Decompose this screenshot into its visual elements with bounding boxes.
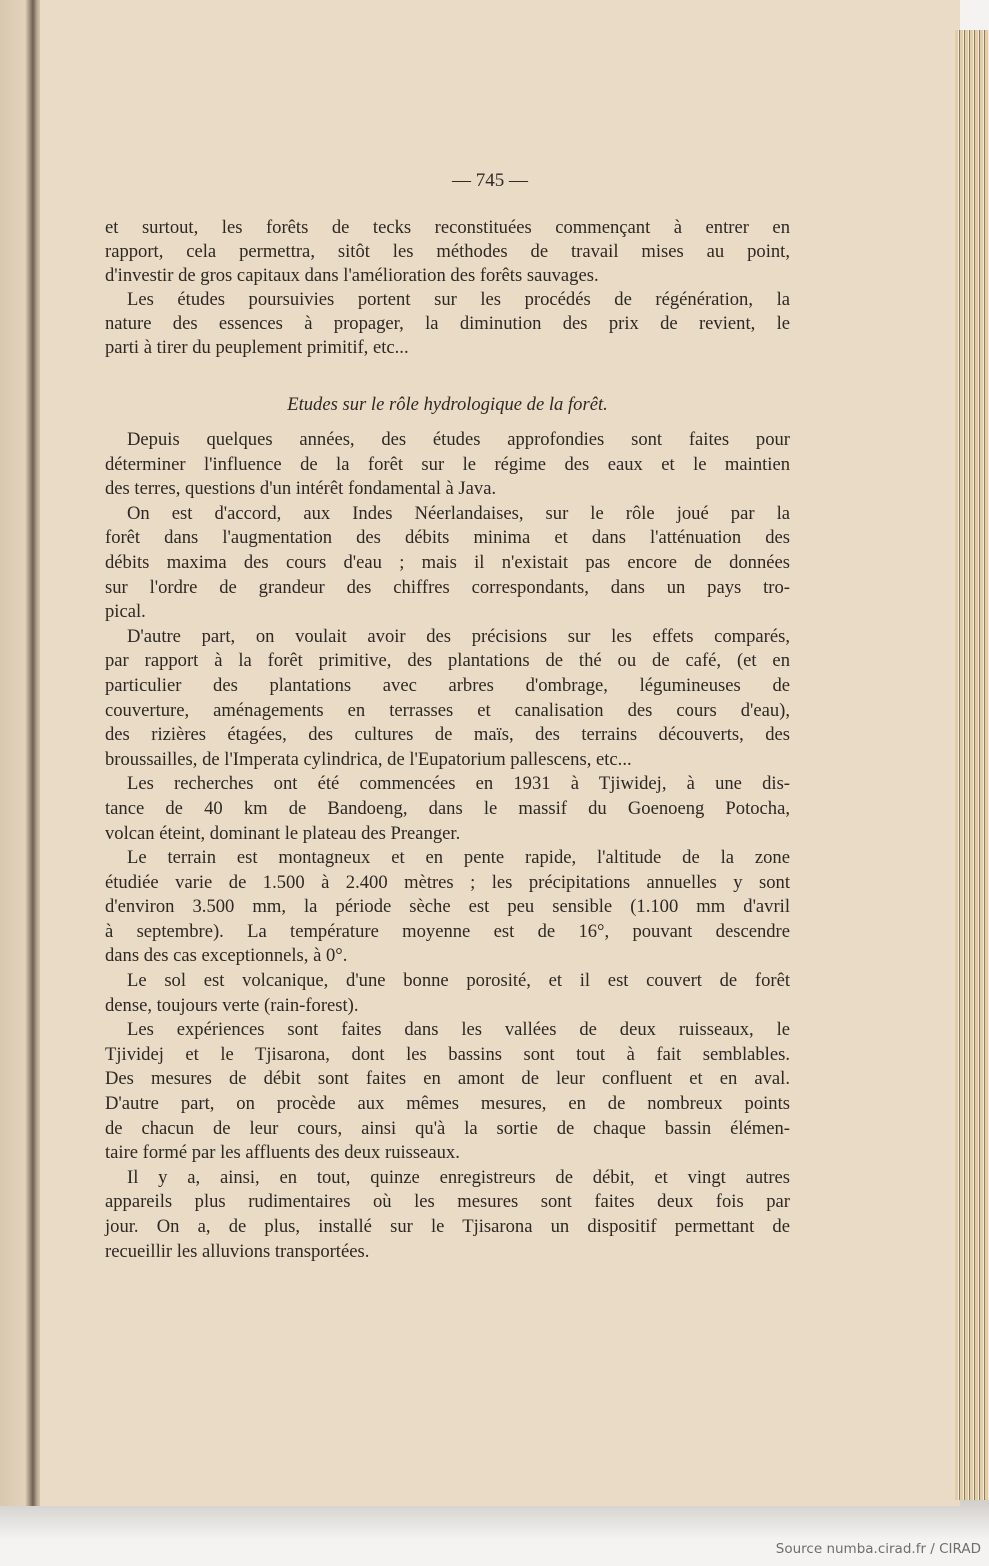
paragraph-line: D'autre part, on procède aux mêmes mesures, en de nombreux points — [105, 1093, 790, 1115]
paragraph-line: Le terrain est montagneux et en pente rapide, l'altitude de la zone — [127, 847, 790, 869]
page-number: — 745 — — [452, 170, 528, 191]
paragraph-line: couverture, aménagements en terrasses et canalisation des cours d'eau), — [105, 699, 790, 721]
paragraph-line: à septembre). La température moyenne est de 16°, pouvant descendre — [105, 920, 790, 942]
paragraph-line: étudiée varie de 1.500 à 2.400 mètres ; les précipitations annuelles y sont — [105, 871, 790, 893]
paragraph-line: de chacun de leur cours, ainsi qu'à la sortie de chaque bassin élémen- — [105, 1117, 790, 1139]
book-binding — [0, 0, 40, 1506]
paragraph-line: des rizières étagées, des cultures de maïs, des terrains découverts, des — [105, 724, 790, 746]
paragraph-line: Les recherches ont été commencées en 1931 à Tjiwidej, à une dis- — [127, 773, 790, 795]
paragraph-line: Les expériences sont faites dans les vallées de deux ruisseaux, le — [127, 1019, 790, 1041]
paragraph-line: jour. On a, de plus, installé sur le Tjisarona un dispositif permettant de — [105, 1216, 790, 1237]
paragraph-line: volcan éteint, dominant le plateau des Preanger. — [105, 822, 461, 844]
paragraph-line: sur l'ordre de grandeur des chiffres correspondants, dans un pays tro- — [105, 576, 790, 598]
paragraph-line: particulier des plantations avec arbres d'ombrage, légumineuses de — [105, 674, 790, 696]
paragraph-line: taire formé par les affluents des deux ruisseaux. — [105, 1142, 460, 1164]
paragraph-line: tance de 40 km de Bandoeng, dans le massif du Goenoeng Potocha, — [105, 797, 790, 819]
text-block-intro — [105, 216, 790, 360]
paragraph-line: dense, toujours verte (rain-forest). — [105, 994, 359, 1016]
page-edges — [955, 30, 989, 1500]
paragraph-line: d'environ 3.500 mm, la période sèche est peu sensible (1.100 mm d'avril — [105, 896, 790, 918]
paragraph-line: D'autre part, on voulait avoir des précisions sur les effets comparés, — [127, 625, 790, 647]
text-block-hydrology — [105, 428, 790, 1264]
paragraph-line: On est d'accord, aux Indes Néerlandaises, sur le rôle joué par la — [127, 502, 790, 524]
paragraph-line: déterminer l'influence de la forêt sur le régime des eaux et le maintien — [105, 453, 790, 475]
paragraph-line: d'investir de gros capitaux dans l'amélioration des forêts sauvages. — [105, 265, 599, 286]
section-heading: Etudes sur le rôle hydrologique de la forêt. — [287, 394, 608, 415]
paragraph-line: pical. — [105, 601, 146, 623]
paragraph-line: et surtout, les forêts de tecks reconstituées commençant à entrer en — [105, 217, 790, 238]
source-credit: Source numba.cirad.fr / CIRAD — [775, 1541, 981, 1557]
paragraph-line: forêt dans l'augmentation des débits minima et dans l'atténuation des — [105, 527, 790, 549]
paragraph-line: Des mesures de débit sont faites en amont de leur confluent et en aval. — [105, 1068, 790, 1090]
paragraph-line: nature des essences à propager, la diminution des prix de revient, le — [105, 313, 790, 334]
paragraph-line: recueillir les alluvions transportées. — [105, 1240, 370, 1262]
paragraph-line: appareils plus rudimentaires où les mesures sont faites deux fois par — [105, 1191, 790, 1213]
paragraph-line: des terres, questions d'un intérêt fondamental à Java. — [105, 478, 497, 500]
paragraph-line: Tjividej et le Tjisarona, dont les bassins sont tout à fait semblables. — [105, 1043, 790, 1065]
paragraph-line: Depuis quelques années, des études approfondies sont faites pour — [127, 429, 790, 450]
paragraph-line: broussailles, de l'Imperata cylindrica, de l'Eupatorium pallescens, etc... — [105, 748, 632, 770]
paragraph-line: rapport, cela permettra, sitôt les méthodes de travail mises au point, — [105, 241, 790, 262]
paragraph-line: Les études poursuivies portent sur les procédés de régénération, la — [127, 289, 790, 310]
paragraph-line: Il y a, ainsi, en tout, quinze enregistreurs de débit, et vingt autres — [127, 1166, 790, 1188]
paragraph-line: débits maxima des cours d'eau ; mais il n'existait pas encore de données — [105, 551, 790, 573]
paragraph-line: par rapport à la forêt primitive, des plantations de thé ou de café, (et en — [105, 650, 790, 672]
paragraph-line: parti à tirer du peuplement primitif, etc... — [105, 337, 409, 358]
paragraph-line: dans des cas exceptionnels, à 0°. — [105, 945, 348, 967]
paragraph-line: Le sol est volcanique, d'une bonne porosité, et il est couvert de forêt — [127, 970, 790, 992]
